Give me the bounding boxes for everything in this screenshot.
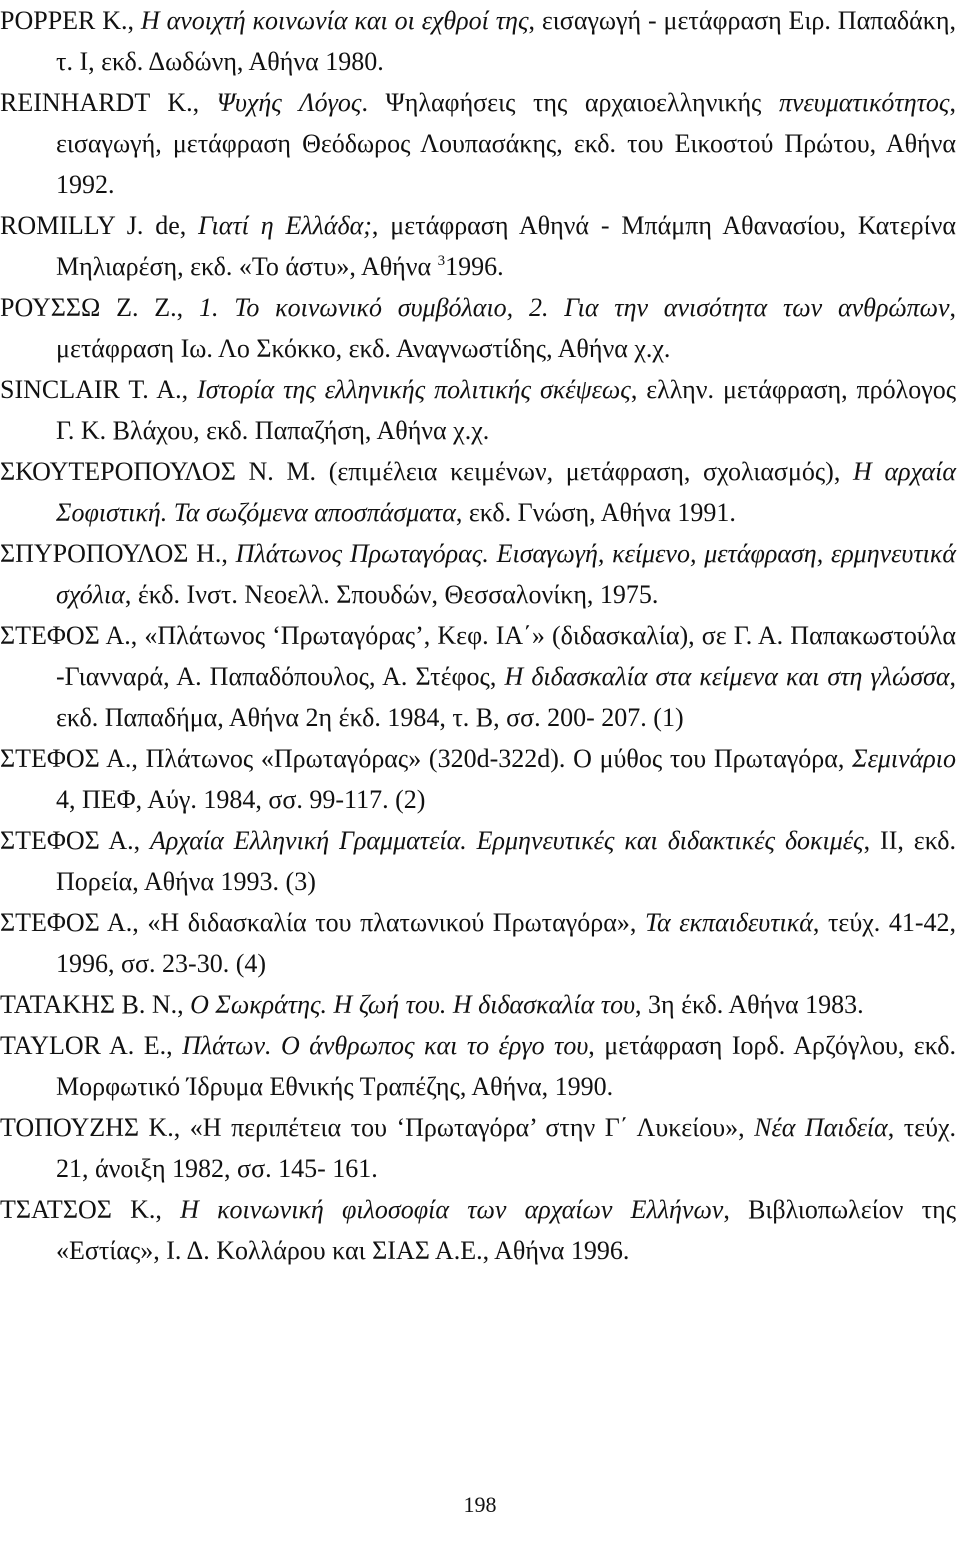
- entry-title-text: Γιατί η Ελλάδα;: [198, 211, 372, 240]
- entry-title-text: 1. Το κοινωνικό συμβόλαιο, 2. Για την ανισότητα των ανθρώπων: [198, 293, 950, 322]
- entry-text: , τεύχ. 41-42, 1996, σσ. 23-30. (4): [56, 908, 957, 978]
- entry-text: , ΙΙ, εκδ. Πορεία, Αθήνα 1993. (3): [56, 826, 956, 896]
- entry-text: ΤΟΠΟΥΖΗΣ Κ., «Η περιπέτεια του ‘Πρωταγόρα’ στην Γ΄ Λυκείου»,: [0, 1113, 755, 1142]
- entry-text: TAYLOR A. E.,: [0, 1031, 183, 1060]
- entry-text: , εισαγωγή - μετάφραση Ειρ. Παπαδάκη, τ. Ι, εκδ. Δωδώνη, Αθήνα 1980.: [56, 6, 957, 76]
- entry-title-text: Σεμινάριο: [852, 744, 956, 773]
- entry-text: , εκδ. Παπαδήμα, Αθήνα 2η έκδ. 1984, τ. Β, σσ. 200- 207. (1): [56, 662, 956, 732]
- bibliography-entry: [0, 205, 956, 287]
- bibliography-entry: [0, 738, 956, 820]
- entry-title-text: Η ανοιχτή κοινωνία και οι εχθροί της: [140, 6, 529, 35]
- entry-title-text: Νέα Παιδεία: [754, 1113, 888, 1142]
- bibliography-entry: [0, 902, 956, 984]
- entry-title-text: Αρχαία Ελληνική Γραμματεία. Ερμηνευτικές και διδακτικές δοκιμές: [150, 826, 864, 855]
- entry-title-text: πνευματικότητος: [778, 88, 950, 117]
- entry-title-text: Η διδασκαλία στα κείμενα και στη γλώσσα: [504, 662, 950, 691]
- entry-title-text: Η αρχαία Σοφιστική. Τα σωζόμενα αποσπάσματα: [56, 457, 956, 527]
- entry-text: , μετάφραση Ιω. Λο Σκόκκο, εκδ. Αναγνωστίδης, Αθήνα χ.χ.: [56, 293, 956, 363]
- entry-text: ΣΚΟΥΤΕΡΟΠΟΥΛΟΣ Ν. Μ. (επιμέλεια κειμένων, μετάφραση, σχολιασμός),: [0, 457, 854, 486]
- bibliography-entry: [0, 451, 956, 533]
- entry-text: , 3η έκδ. Αθήνα 1983.: [635, 990, 864, 1019]
- bibliography-entry: [0, 820, 956, 902]
- entry-text: , μετάφραση Αθηνά - Μπάμπη Αθανασίου, Κατερίνα Μηλιαρέση, εκδ. «Το άστυ», Αθήνα: [56, 211, 956, 281]
- entry-text: POPPER K.,: [0, 6, 141, 35]
- edition-superscript: 3: [437, 253, 446, 269]
- entry-title-text: Ιστορία της ελληνικής πολιτικής σκέψεως: [197, 375, 631, 404]
- entry-text: , εισαγωγή, μετάφραση Θεόδωρος Λουπασάκης, εκδ. του Εικοστού Πρώτου, Αθήνα 1992.: [56, 88, 956, 199]
- bibliography-entry: [0, 533, 956, 615]
- bibliography-entry: [0, 0, 956, 82]
- bibliography-entry: [0, 1189, 956, 1271]
- bibliography-entry: [0, 1107, 956, 1189]
- bibliography-entry: [0, 287, 956, 369]
- entry-text: ROMILLY J. de,: [0, 211, 199, 240]
- bibliography-entry: [0, 615, 956, 738]
- entry-text: , μετάφραση Ιορδ. Αρζόγλου, εκδ. Μορφωτικό Ίδρυμα Εθνικής Τραπέζης, Αθήνα, 1990.: [56, 1031, 956, 1101]
- entry-text: 1996.: [445, 252, 504, 281]
- entry-title-text: Τα εκπαιδευτικά: [644, 908, 813, 937]
- entry-text: ΣΤΕΦΟΣ Α., «Πλάτωνος ‘Πρωταγόρας’, Κεφ. ΙΑ΄» (διδασκαλία), σε Γ. Α. Παπακωστούλα -Γιανναρά, Α. Παπαδόπουλος, Α. Στέφος,: [0, 621, 956, 691]
- entry-text: ΡΟΥΣΣΩ Ζ. Ζ.,: [0, 293, 199, 322]
- entry-text: 4, ΠΕΦ, Αύγ. 1984, σσ. 99-117. (2): [56, 785, 426, 814]
- entry-text: . Ψηλαφήσεις της αρχαιοελληνικής: [361, 88, 779, 117]
- entry-text: ΣΤΕΦΟΣ Α.,: [0, 826, 151, 855]
- entry-text: , έκδ. Ινστ. Νεοελλ. Σπουδών, Θεσσαλονίκη, 1975.: [124, 580, 659, 609]
- entry-text: , τεύχ. 21, άνοιξη 1982, σσ. 145- 161.: [56, 1113, 956, 1183]
- entry-title-text: Πλάτων. Ο άνθρωπος και το έργο του: [182, 1031, 589, 1060]
- entry-text: , Βιβλιοπωλείον της «Εστίας», Ι. Δ. Κολλάρου και ΣΙΑΣ Α.Ε., Αθήνα 1996.: [56, 1195, 956, 1265]
- entry-title-text: Η κοινωνική φιλοσοφία των αρχαίων Ελλήνων: [180, 1195, 724, 1224]
- entry-text: ΣΤΕΦΟΣ Α., Πλάτωνος «Πρωταγόρας» (320d-322d). Ο μύθος του Πρωταγόρα,: [0, 744, 853, 773]
- bibliography-entry: [0, 82, 956, 205]
- entry-title-text: Ο Σωκράτης. Η ζωή του. Η διδασκαλία του: [190, 990, 636, 1019]
- entry-text: ΤΣΑΤΣΟΣ Κ.,: [0, 1195, 181, 1224]
- entry-text: SINCLAIR T. A.,: [0, 375, 198, 404]
- entry-text: ΤΑΤΑΚΗΣ Β. Ν.,: [0, 990, 191, 1019]
- entry-title-text: Πλάτωνος Πρωταγόρας. Εισαγωγή, κείμενο, μετάφραση, ερμηνευτικά σχόλια: [56, 539, 956, 609]
- entry-text: , ελλην. μετάφραση, πρόλογος Γ. Κ. Βλάχου, εκδ. Παπαζήση, Αθήνα χ.χ.: [56, 375, 957, 445]
- bibliography-entry: [0, 369, 956, 451]
- entry-text: , εκδ. Γνώση, Αθήνα 1991.: [455, 498, 736, 527]
- entry-title-text: Ψυχής Λόγος: [216, 88, 362, 117]
- entry-text: ΣΠΥΡΟΠΟΥΛΟΣ Η.,: [0, 539, 236, 568]
- entry-text: ΣΤΕΦΟΣ Α., «Η διδασκαλία του πλατωνικού Πρωταγόρα»,: [0, 908, 645, 937]
- bibliography-entry: [0, 984, 956, 1025]
- entry-text: REINHARDT K.,: [0, 88, 217, 117]
- bibliography-entry: [0, 1025, 956, 1107]
- page-number: 198: [463, 1492, 497, 1517]
